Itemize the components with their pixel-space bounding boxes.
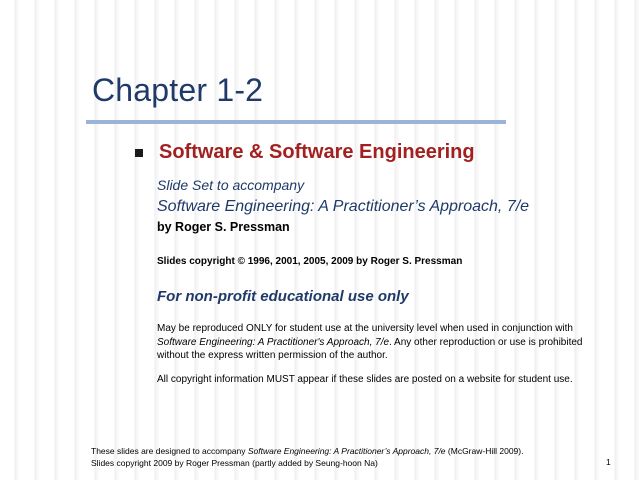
footer-line-1 xyxy=(91,445,591,457)
reproduction-text-end: . Any other reproduction or use is prohibited without the express written permission of the author. xyxy=(157,336,583,361)
slide-title: Chapter 1-2 xyxy=(92,72,264,108)
footer-book-title: Software Engineering: A Practitioner’s Approach, 7/e xyxy=(247,446,446,456)
reproduction-text-start: May be reproduced ONLY for student use at the university level when used in conjunction with xyxy=(157,323,573,334)
footer-text-end: (McGraw-Hill 2009). xyxy=(445,446,524,456)
slide-subtitle: Software & Software Engineering xyxy=(159,141,475,163)
slide-footer xyxy=(91,445,591,469)
reproduction-paragraph xyxy=(157,322,593,363)
slide-set-label: Slide Set to accompany xyxy=(157,177,305,193)
title-underline xyxy=(86,120,506,124)
slide-body xyxy=(157,176,597,385)
copyright-info-paragraph: All copyright information MUST appear if these slides are posted on a website for student use. xyxy=(157,374,573,385)
nonprofit-notice: For non-profit educational use only xyxy=(157,288,409,305)
book-title: Software Engineering: A Practitioner’s Approach, 7/e xyxy=(157,198,530,215)
reproduction-book-title: Software Engineering: A Practitioner's Approach, 7/e xyxy=(157,336,390,348)
author-line: by Roger S. Pressman xyxy=(157,220,290,234)
page-number: 1 xyxy=(606,457,611,467)
copyright-line: Slides copyright © 1996, 2001, 2005, 2009 by Roger S. Pressman xyxy=(157,256,463,267)
subtitle-bullet-row xyxy=(135,141,475,164)
square-bullet-icon xyxy=(135,149,143,157)
footer-text-start: These slides are designed to accompany xyxy=(91,446,248,456)
footer-line-2: Slides copyright 2009 by Roger Pressman (partly added by Seung-hoon Na) xyxy=(91,458,378,468)
